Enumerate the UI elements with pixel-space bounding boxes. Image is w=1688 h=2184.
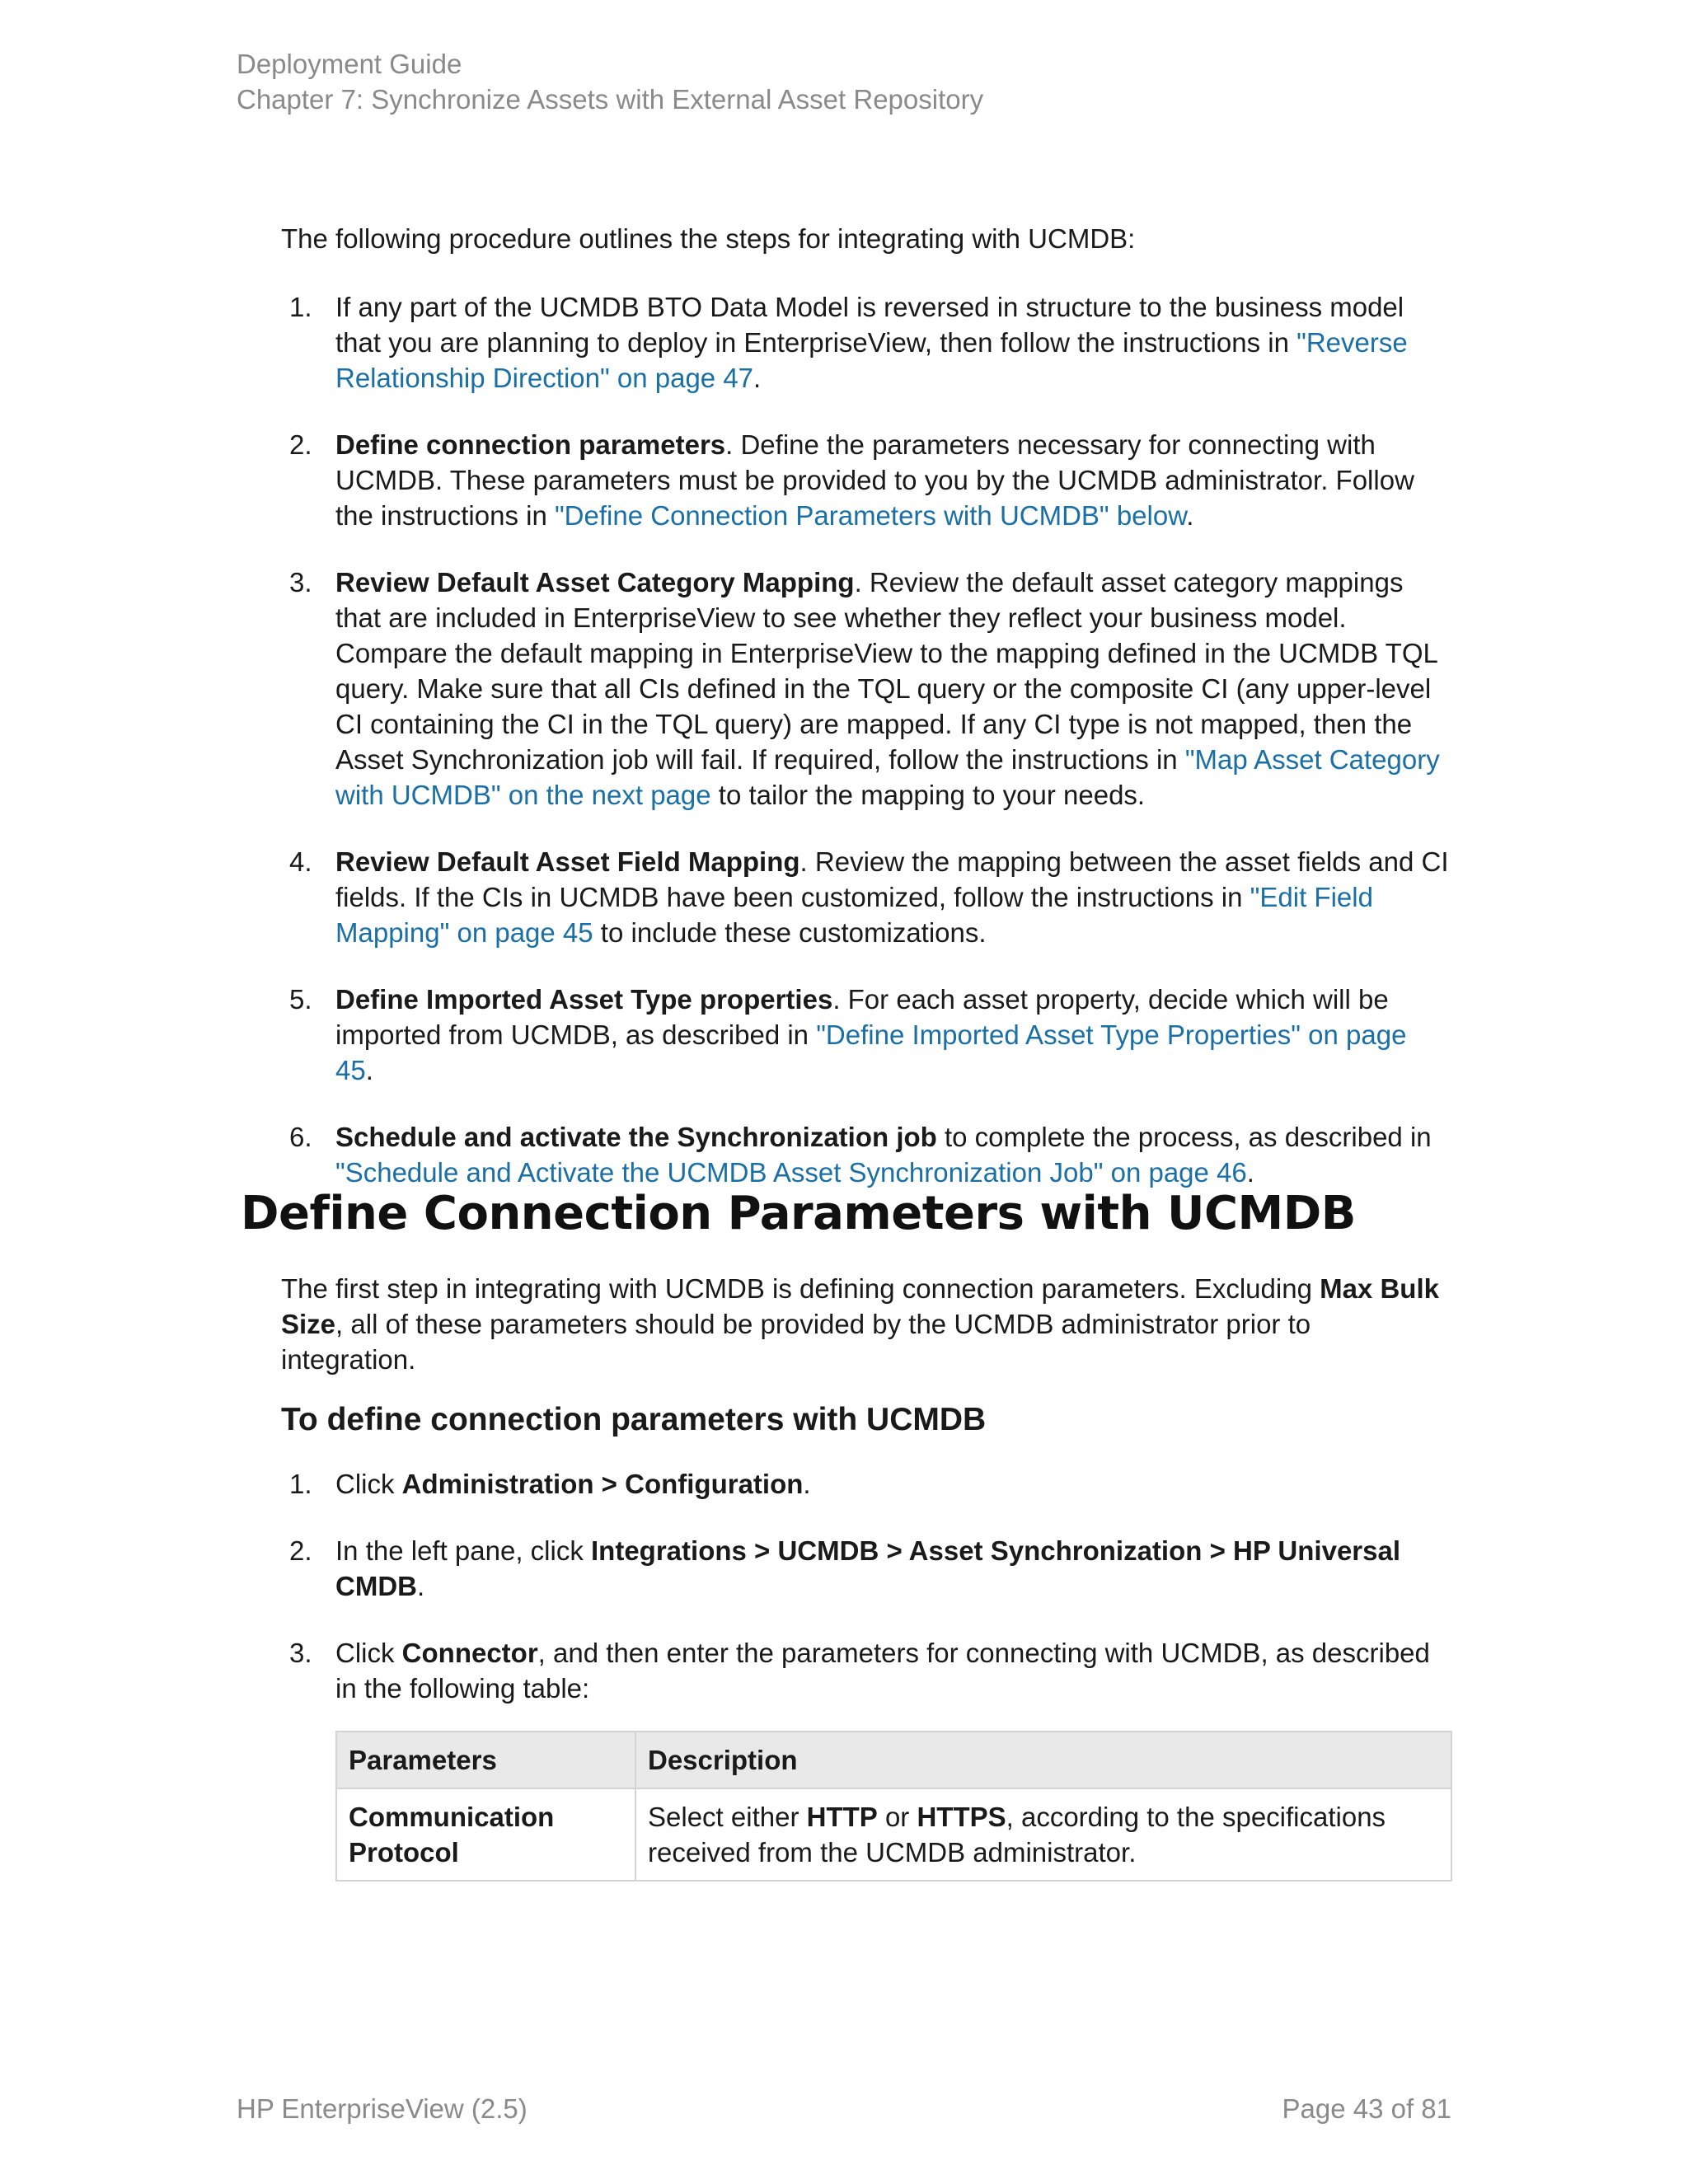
step-text: . Define the parameters necessary for connecting with UCMDB. These parameters must be provided to you by the UCMDB administrator. Follow the instructions in (335, 429, 1414, 531)
list-item (281, 1635, 1451, 1706)
list-item (281, 844, 1451, 950)
procedure-overview (281, 221, 1451, 1221)
list-item (281, 982, 1451, 1088)
desc-bold: HTTPS (917, 1802, 1006, 1832)
step-title: Schedule and activate the Synchronization job (335, 1122, 937, 1152)
step-number: 2. (289, 1535, 312, 1566)
list-item (281, 1119, 1451, 1190)
step-text: . Review the mapping between the asset fields and CI fields. If the CIs in UCMDB have been customized, follow the instructions in (335, 846, 1449, 912)
desc-text: , according to the specifications received from the UCMDB administrator. (648, 1802, 1386, 1868)
list-item (281, 427, 1451, 533)
para-text-end: , all of these parameters should be provided by the UCMDB administrator prior to integration. (281, 1309, 1311, 1375)
para-bold: Max Bulk Size (281, 1273, 1439, 1339)
table-row (336, 1788, 1451, 1881)
step-number: 1. (289, 292, 312, 322)
intro-paragraph: The following procedure outlines the steps for integrating with UCMDB: (281, 223, 1136, 254)
desc-text: Select either (648, 1802, 807, 1832)
step-text: Click (335, 1638, 402, 1668)
link-map-asset-category[interactable]: "Map Asset Category with UCMDB" on the next page (335, 744, 1440, 810)
running-header (237, 46, 983, 117)
step-text-end: . (1186, 500, 1194, 531)
step-title: Define connection parameters (335, 429, 726, 460)
step-text-end: . (1246, 1157, 1254, 1188)
step-text-end: to include these customizations. (593, 917, 987, 948)
step-number: 3. (289, 1638, 312, 1668)
procedure-subheading: To define connection parameters with UCMDB (281, 1402, 987, 1437)
step-number: 4. (289, 846, 312, 877)
section-intro-paragraph (281, 1271, 1451, 1377)
step-text: to complete the process, as described in (936, 1122, 1432, 1152)
link-edit-field-mapping[interactable]: "Edit Field Mapping" on page 45 (335, 882, 1373, 948)
step-text-end: to tailor the mapping to your needs. (710, 780, 1146, 810)
link-schedule-and-activate[interactable]: "Schedule and Activate the UCMDB Asset Synchronization Job" on page 46 (335, 1157, 1247, 1188)
step-text-end: . (803, 1469, 811, 1499)
list-item (281, 1466, 1451, 1502)
procedure-step-list (281, 1466, 1451, 1706)
parameter-name: Communication Protocol (336, 1788, 635, 1881)
para-text: The first step in integrating with UCMDB is defining connection parameters. Excluding (281, 1273, 1320, 1304)
step-number: 2. (289, 429, 312, 460)
step-number: 1. (289, 1469, 312, 1499)
step-text-end: . (753, 363, 762, 393)
step-title: Review Default Asset Category Mapping (335, 567, 855, 598)
step-title: Review Default Asset Field Mapping (335, 846, 800, 877)
ui-path: Administration > Configuration (401, 1469, 804, 1499)
parameter-description (635, 1788, 1451, 1881)
column-header-description: Description (635, 1732, 1451, 1788)
column-header-parameters: Parameters (336, 1732, 635, 1788)
link-define-imported-asset-type[interactable]: "Define Imported Asset Type Properties" on page 45 (335, 1019, 1407, 1085)
header-guide-title: Deployment Guide (237, 49, 462, 79)
step-number: 6. (289, 1122, 312, 1152)
table-header-row (336, 1732, 1451, 1788)
step-text-end: . (365, 1055, 373, 1085)
connection-parameters-section (281, 1271, 1451, 1882)
footer-product: HP EnterpriseView (2.5) (237, 2093, 528, 2124)
step-title: Define Imported Asset Type properties (335, 984, 833, 1015)
step-text: In the left pane, click (335, 1535, 592, 1566)
desc-text: or (877, 1802, 917, 1832)
step-text: If any part of the UCMDB BTO Data Model is reversed in structure to the business model that you are planning to deploy in EnterpriseView, then follow the instructions in (335, 292, 1404, 358)
section-heading: Define Connection Parameters with UCMDB (241, 1187, 1356, 1240)
step-text: . Review the default asset category mappings that are included in EnterpriseView to see whether they reflect your business model. Compare the default mapping in EnterpriseView to the mapping defined in the UCMDB TQL query. Make sure that all CIs defined in the TQL query or the composite CI (any upper-level CI containing the CI in the TQL query) are mapped. If any CI type is not mapped, then the Asset Synchronization job will fail. If required, follow the instructions in (335, 567, 1437, 775)
ui-path: Integrations > UCMDB > Asset Synchronization > HP Universal CMDB (335, 1535, 1401, 1601)
header-chapter-title: Chapter 7: Synchronize Assets with External Asset Repository (237, 84, 984, 115)
parameters-table (335, 1731, 1452, 1882)
ui-path: Connector (401, 1638, 538, 1668)
step-number: 5. (289, 984, 312, 1015)
list-item (281, 289, 1451, 396)
list-item (281, 1533, 1451, 1604)
desc-bold: HTTP (806, 1802, 878, 1832)
step-text-end: , and then enter the parameters for connecting with UCMDB, as described in the following table: (335, 1638, 1430, 1704)
step-text-end: . (416, 1571, 425, 1601)
step-text: . For each asset property, decide which will be imported from UCMDB, as described in (335, 984, 1389, 1050)
step-text: Click (335, 1469, 402, 1499)
overview-step-list (281, 289, 1451, 1190)
list-item (281, 565, 1451, 813)
step-number: 3. (289, 567, 312, 598)
link-define-connection-parameters[interactable]: "Define Connection Parameters with UCMDB" below (554, 500, 1187, 531)
link-reverse-relationship[interactable]: "Reverse Relationship Direction" on page 47 (335, 327, 1408, 393)
footer-page-number: Page 43 of 81 (1282, 2093, 1451, 2124)
